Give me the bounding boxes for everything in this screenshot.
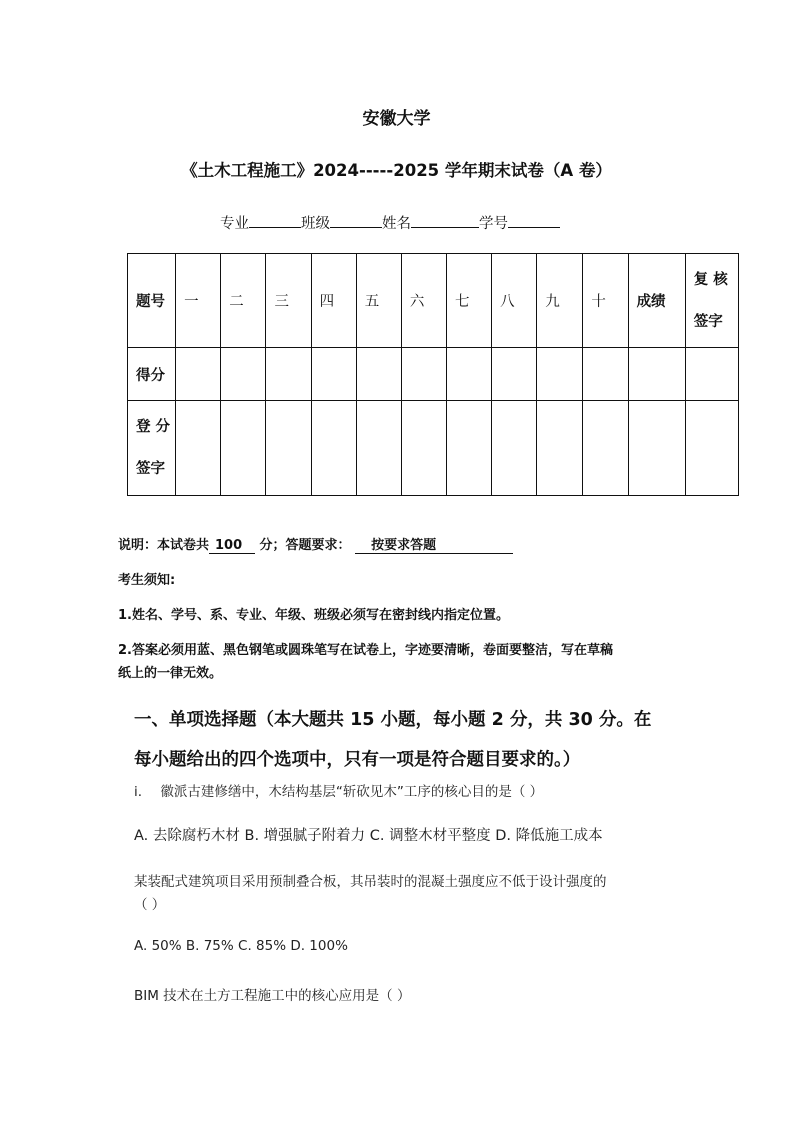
- table-row-register: [128, 401, 739, 496]
- id-field[interactable]: [508, 213, 560, 228]
- desc-prefix: 说明：本试卷共: [118, 538, 210, 553]
- question-2-options: A. 50% B. 75% C. 85% D. 100%: [134, 938, 348, 954]
- register-cell-reviewer[interactable]: [685, 401, 738, 496]
- reviewer-line1: 复 核: [693, 271, 728, 288]
- question-1-number: i.: [134, 784, 143, 800]
- register-cell-total[interactable]: [628, 401, 685, 496]
- score-cell[interactable]: [311, 348, 356, 401]
- reviewer-line2: 签字: [693, 313, 723, 330]
- question-1-options: A. 去除腐朽木材 B. 增强腻子附着力 C. 调整木材平整度 D. 降低施工成本: [134, 828, 603, 844]
- section-title-line1: 一、单项选择题（本大题共 15 小题，每小题 2 分，共 30 分。在: [134, 710, 652, 730]
- exam-title: 《土木工程施工》2024-----2025 学年期末试卷（A 卷）: [181, 161, 612, 180]
- score-cell[interactable]: [401, 348, 446, 401]
- class-field[interactable]: [330, 213, 382, 228]
- question-3: BIM 技术在土方工程施工中的核心应用是（ ）: [134, 988, 411, 1004]
- col-header-total: 成绩: [628, 254, 685, 348]
- question-2-line1: 某装配式建筑项目采用预制叠合板，其吊装时的混凝土强度应不低于设计强度的: [134, 874, 607, 890]
- question-1-text: 徽派古建修缮中，木结构基层“斩砍见木”工序的核心目的是（ ）: [160, 784, 544, 800]
- score-cell[interactable]: [266, 348, 311, 401]
- name-label: 姓名: [382, 216, 411, 232]
- register-cell[interactable]: [266, 401, 311, 496]
- score-table: [127, 253, 739, 496]
- register-cell[interactable]: [356, 401, 401, 496]
- score-cell[interactable]: [537, 348, 583, 401]
- register-line2: 签字: [136, 461, 165, 477]
- row-header-question-no: 题号: [128, 254, 176, 348]
- row-header-register: [128, 401, 176, 496]
- question-1: [134, 780, 543, 800]
- register-cell[interactable]: [447, 401, 492, 496]
- score-cell[interactable]: [583, 348, 628, 401]
- notice-item-1: 1.姓名、学号、系、专业、年级、班级必须写在密封线内指定位置。: [118, 608, 509, 623]
- register-cell[interactable]: [401, 401, 446, 496]
- exam-description: [118, 534, 513, 554]
- table-row-question-numbers: [128, 254, 739, 348]
- col-header-10: 十: [583, 254, 628, 348]
- answer-requirement: 按要求答题: [355, 534, 513, 554]
- student-info-line: [220, 212, 560, 233]
- score-cell-total[interactable]: [628, 348, 685, 401]
- question-2-line2: （ ）: [134, 897, 166, 913]
- major-label: 专业: [220, 216, 249, 232]
- score-cell-reviewer[interactable]: [685, 348, 738, 401]
- register-cell[interactable]: [176, 401, 221, 496]
- register-line1: 登 分: [136, 419, 171, 435]
- notice-item-2-line2: 纸上的一律无效。: [118, 666, 223, 681]
- col-header-4: 四: [311, 254, 356, 348]
- score-cell[interactable]: [221, 348, 266, 401]
- col-header-8: 八: [492, 254, 537, 348]
- col-header-reviewer: [685, 254, 738, 348]
- id-label: 学号: [479, 216, 508, 232]
- col-header-1: 一: [176, 254, 221, 348]
- score-cell[interactable]: [447, 348, 492, 401]
- major-field[interactable]: [249, 213, 301, 228]
- university-name: 安徽大学: [362, 109, 431, 129]
- register-cell[interactable]: [537, 401, 583, 496]
- score-cell[interactable]: [176, 348, 221, 401]
- col-header-5: 五: [356, 254, 401, 348]
- col-header-9: 九: [537, 254, 583, 348]
- desc-mid: 分；答题要求：: [259, 538, 351, 553]
- name-field[interactable]: [411, 213, 479, 228]
- score-cell[interactable]: [492, 348, 537, 401]
- register-cell[interactable]: [583, 401, 628, 496]
- register-cell[interactable]: [492, 401, 537, 496]
- col-header-7: 七: [447, 254, 492, 348]
- col-header-6: 六: [401, 254, 446, 348]
- register-cell[interactable]: [311, 401, 356, 496]
- notice-title: 考生须知:: [118, 573, 176, 588]
- score-cell[interactable]: [356, 348, 401, 401]
- col-header-2: 二: [221, 254, 266, 348]
- table-row-scores: [128, 348, 739, 401]
- register-cell[interactable]: [221, 401, 266, 496]
- total-score: 100: [209, 538, 255, 554]
- col-header-3: 三: [266, 254, 311, 348]
- section-title-line2: 每小题给出的四个选项中，只有一项是符合题目要求的。）: [134, 750, 581, 770]
- row-header-score: 得分: [128, 348, 176, 401]
- class-label: 班级: [301, 216, 330, 232]
- notice-item-2-line1: 2.答案必须用蓝、黑色钢笔或圆珠笔写在试卷上，字迹要清晰，卷面要整洁，写在草稿: [118, 643, 613, 658]
